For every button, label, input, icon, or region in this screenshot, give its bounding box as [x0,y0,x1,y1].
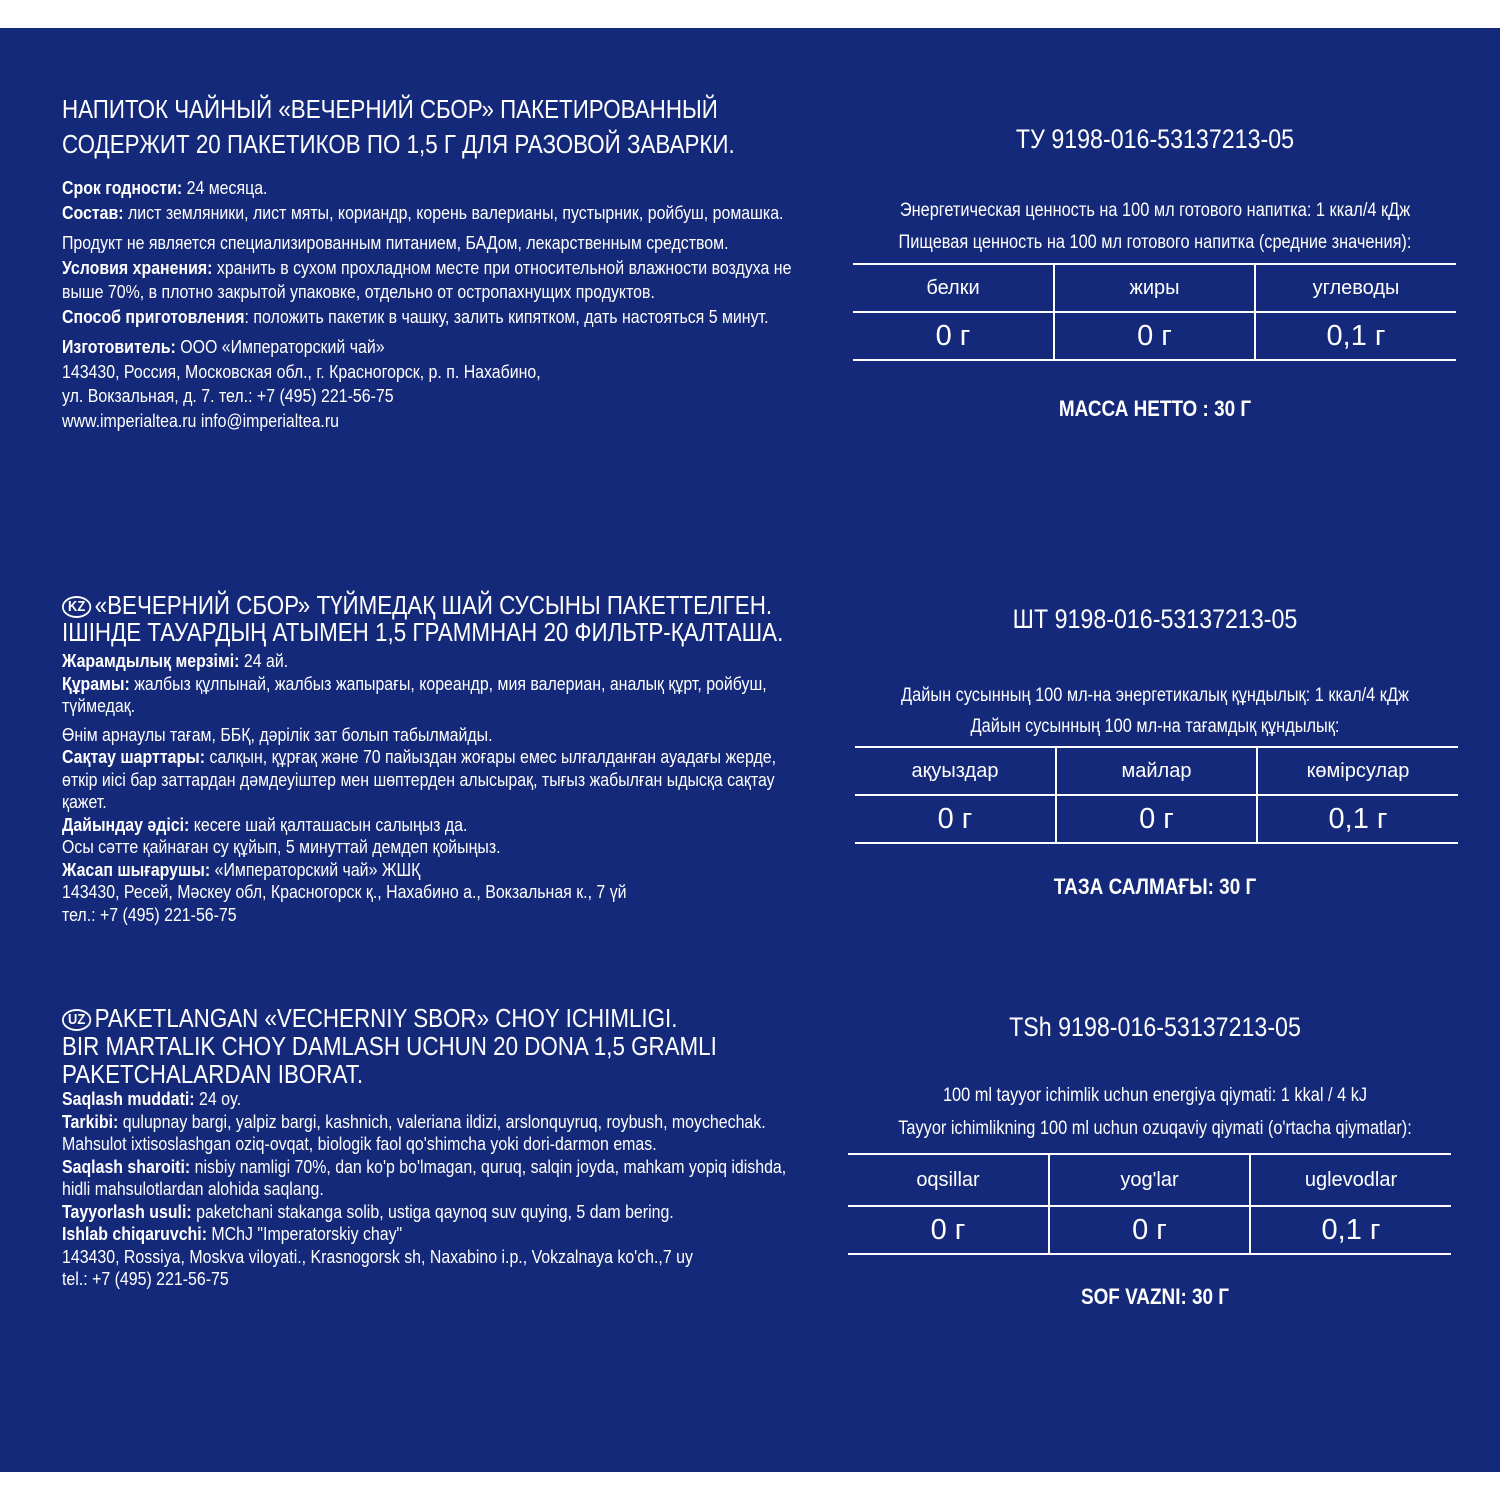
kz-standard: ШТ 9198-016-53137213-05 [1012,604,1298,634]
ru-header-carbs: углеводы [1255,264,1456,312]
kz-header-carbs: көмірсулар [1257,747,1458,795]
kz-preparation: Дайындау әдісі: кесеге шай қалташасын салыңыз да. [62,813,468,835]
uz-title-line2: BIR MARTALIK CHOY DAMLASH UCHUN 20 DONA 1,5 GRAMLI [62,1031,717,1061]
ru-net-weight: МАССА НЕТТО : 30 Г [1058,396,1252,421]
ru-notice: Продукт не является специализированным питанием, БАДом, лекарственным средством. [62,232,729,253]
uz-storage: Saqlash sharoiti: nisbiy namligi 70%, dan ko'p bo'lmagan, quruq, salqin joyda, mahkam yopiq idishda, hidli mahsulotlardan alohida saqlang. [62,1155,787,1199]
ru-header-protein: белки [926,276,980,299]
kz-storage: Сақтау шарттары: салқын, құрғақ және 70 пайыздан жоғары емес ылғалданған ауадағы жерде, өткір иісі бар заттардан дәмдеуіштер мен шөптерден алысырақ, тығыз жабылған ыдысқа сақтау қажет. [62,746,777,812]
uz-header-carbs: uglevodlar [1250,1154,1451,1206]
uz-phone: tel.: +7 (495) 221-56-75 [62,1268,229,1289]
kz-energy: Дайын сусынның 100 мл-на энергетикалық құндылық: 1 ккал/4 кДж [901,685,1409,706]
ru-address2: ул. Вокзальная, д. 7. тел.: +7 (495) 221-56-75 [62,385,394,406]
ru-energy: Энергетическая ценность на 100 мл готового напитка: 1 ккал/4 кДж [899,200,1411,221]
uz-value-protein: 0 г [930,1213,966,1246]
ru-address1: 143430, Россия, Московская обл., г. Красногорск, р. п. Нахабино, [62,360,541,382]
kz-address1: 143430, Ресей, Мәскеу обл, Красногорск қ., Нахабино а., Вокзальная к., 7 үй [62,881,627,902]
ru-value-fat: 0 г [1054,312,1255,360]
ru-title-line2: СОДЕРЖИТ 20 ПАКЕТИКОВ ПО 1,5 Г ДЛЯ РАЗОВОЙ ЗАВАРКИ. [62,129,735,159]
ru-storage: Условия хранения: хранить в сухом прохладном месте при относительной влажности воздуха не выше 70%, в плотно закрытой упаковке, отдельно от остропахнущих продуктов. [62,256,792,302]
ru-composition: Состав: лист земляники, лист мяты, кориандр, корень валерианы, пустырник, ройбуш, ромашка. [62,201,784,223]
kz-net-weight: ТАЗА САЛМАҒЫ: 30 Г [1053,874,1257,899]
ru-text-block [62,92,792,433]
uz-energy: 100 ml tayyor ichimlik uchun energiya qiymati: 1 kkal / 4 kJ [942,1085,1368,1106]
kz-composition: Құрамы: жалбыз құлпынай, жалбыз жапырағы, кореандр, мия валериан, аналық құрт, ройбуш, түймедақ. [62,672,767,716]
uz-nutrition-caption: Tayyor ichimlikning 100 ml uchun ozuqaviy qiymati (o'rtacha qiymatlar): [898,1118,1412,1139]
kz-nutrition-caption: Дайын сусынның 100 мл-на тағамдық құндылық: [970,716,1340,737]
kz-header-protein: ақуыздар [911,759,999,782]
ru-header-fat: жиры [1054,264,1255,312]
uz-address1: 143430, Rossiya, Moskva viloyati., Krasnogorsk sh, Naxabino i.p., Vokzalnaya ko'ch.,7 uy [62,1245,693,1267]
ru-shelf-life: Срок годности: 24 месяца. [62,177,268,198]
ru-nutrition-caption: Пищевая ценность на 100 мл готового напитка (средние значения): [898,232,1412,253]
ru-web: www.imperialtea.ru info@imperialtea.ru [62,409,340,431]
uz-value-carbs: 0,1 г [1250,1206,1451,1254]
ru-nutrition-table [853,263,1456,361]
uz-text-block [62,1003,787,1291]
kz-title-line1: KZ «ВЕЧЕРНИЙ СБОР» ТҮЙМЕДАҚ ШАЙ СУСЫНЫ ПАКЕТТЕЛГЕН. [62,588,793,623]
kz-value-carbs: 0,1 г [1257,795,1458,843]
uz-shelf-life: Saqlash muddati: 24 oy. [62,1088,242,1109]
uz-net-weight: SOF VAZNI: 30 Г [1080,1284,1230,1309]
ru-value-carbs: 0,1 г [1255,312,1456,360]
kz-phone: тел.: +7 (495) 221-56-75 [62,903,237,925]
ru-manufacturer: Изготовитель: ООО «Императорский чай» [62,336,385,357]
kz-value-protein: 0 г [937,802,973,835]
uz-nutrition-table [848,1153,1451,1255]
uz-preparation: Tayyorlash usuli: paketchani stakanga solib, ustiga qaynoq suv quying, 5 dam bering. [62,1200,674,1222]
uz-badge-icon: UZ [62,1009,91,1031]
uz-manufacturer: Ishlab chiqaruvchi: MChJ "Imperatorskiy chay" [62,1223,403,1244]
uz-standard: TSh 9198-016-53137213-05 [1009,1012,1301,1042]
kz-shelf-life: Жарамдылық мерзімі: 24 ай. [62,650,289,671]
kz-manufacturer: Жасап шығарушы: «Императорский чай» ЖШҚ [62,858,421,880]
ru-preparation: Способ приготовления: положить пакетик в чашку, залить кипятком, дать настояться 5 минут. [62,305,769,327]
ru-value-protein: 0 г [935,319,971,352]
uz-header-protein: oqsillar [916,1168,980,1191]
uz-title-line3: PAKETCHALARDAN IBORAT. [62,1059,364,1089]
kz-notice: Өнім арнаулы тағам, ББҚ, дәрілік зат болып табылмайды. [62,723,493,745]
uz-header-fat: yog'lar [1049,1154,1250,1206]
label-panel [0,28,1500,1472]
ru-title-line1: НАПИТОК ЧАЙНЫЙ «ВЕЧЕРНИЙ СБОР» ПАКЕТИРОВАННЫЙ [62,94,718,124]
kz-preparation-line2: Осы сәтте қайнаған су құйып, 5 минуттай демдеп қойыңыз. [62,836,501,857]
kz-header-fat: майлар [1056,747,1257,795]
kz-value-fat: 0 г [1056,795,1257,843]
kz-nutrition-table [855,746,1458,844]
kz-text-block [62,588,782,926]
uz-value-fat: 0 г [1049,1206,1250,1254]
ru-standard: ТУ 9198-016-53137213-05 [1015,124,1295,154]
uz-composition: Tarkibi: qulupnay bargi, yalpiz bargi, kashnich, valeriana ildizi, arslonquyruq, roybush, moychechak. Mahsulot ixtisoslashgan oziq-ovqat, biologik faol qo'shimcha yoki dori-darmon emas. [62,1110,766,1154]
kz-badge-icon: KZ [62,596,91,618]
uz-title-line1: UZ PAKETLANGAN «VECHERNIY SBOR» CHOY ICHIMLIGI. [62,1004,793,1032]
kz-title-line2: ІШІНДЕ ТАУАРДЫҢ АТЫМЕН 1,5 ГРАММНАН 20 ФИЛЬТР-ҚАЛТАША. [62,617,784,647]
